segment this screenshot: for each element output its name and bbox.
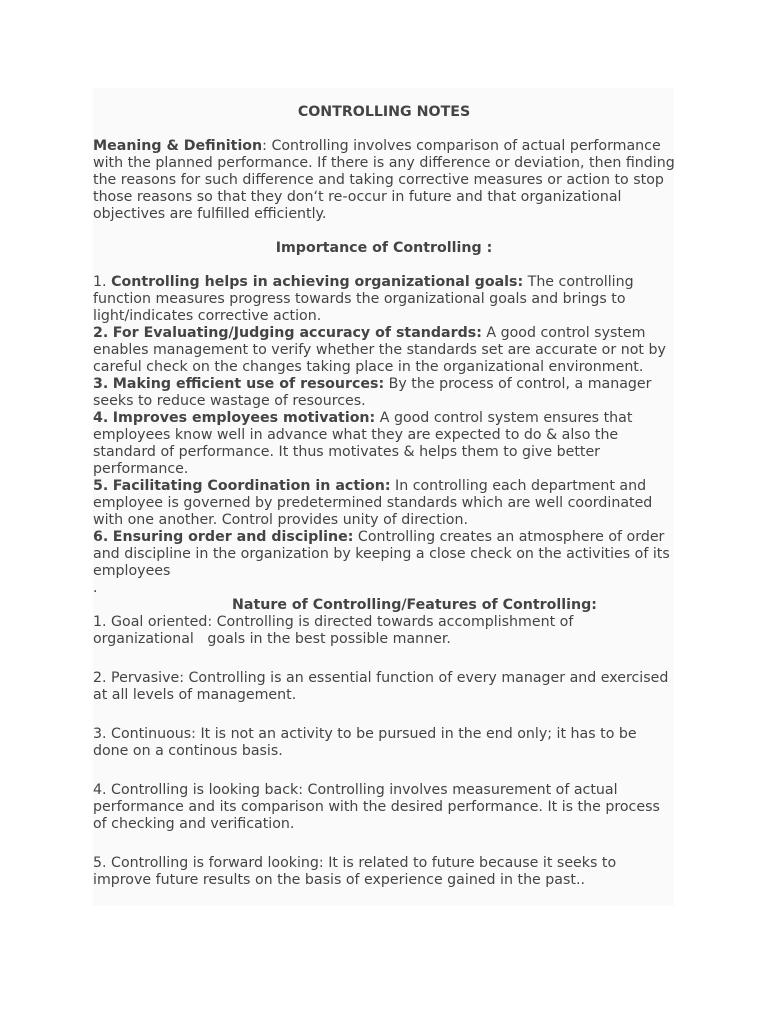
- item-text: Controlling creates an atmosphere of order and discipline in the organization by keeping a close check on the activities of its employees: [93, 529, 670, 579]
- importance-item-1: 1. Controlling helps in achieving organizational goals: The controlling function measures progress towards the organizational goals and brings to light/indicates corrective action.: [93, 274, 634, 324]
- importance-item-5: [93, 478, 675, 529]
- item-heading: Facilitating Coordination in action:: [112, 478, 391, 494]
- item-heading: Controlling helps in achieving organizational goals:: [111, 274, 524, 290]
- document-title: CONTROLLING NOTES: [297, 104, 471, 120]
- item-number: 5.: [93, 478, 109, 494]
- importance-heading: Importance of Controlling :: [275, 240, 493, 256]
- nature-item-5: 5. Controlling is forward looking: It is related to future because it seeks to improve future results on the basis of experience gained in the past..: [93, 855, 617, 888]
- item-heading: Ensuring order and discipline:: [112, 529, 354, 545]
- item-text: By the process of control, a manager seeks to reduce wastage of resources.: [93, 376, 652, 409]
- item-text: A good control system enables management to verify whether the standards set are accurate or not by careful check on the changes taking place in the organizational environment.: [93, 325, 666, 375]
- item-text: In controlling each department and employee is governed by predetermined standards which are well coordinated with one another. Control provides unity of direction.: [93, 478, 653, 528]
- nature-item-2: 2. Pervasive: Controlling is an essential function of every manager and exercised at all levels of management.: [93, 670, 669, 703]
- item-number: 2.: [93, 325, 109, 341]
- item-heading: Making efficient use of resources:: [112, 376, 385, 392]
- item-number: 3.: [93, 376, 109, 392]
- meaning-paragraph: [93, 138, 675, 223]
- meaning-text: : Controlling involves comparison of actual performance with the planned performance. If there is any difference or deviation, then finding the reasons for such difference and taking corrective measures or action to stop those reasons so that they don‘t re-occur in future and that organizational objectives are fulfilled efficiently.: [93, 138, 675, 222]
- importance-item-3: [93, 376, 675, 410]
- item-number: 6.: [93, 529, 109, 545]
- item-heading: For Evaluating/Judging accuracy of standards:: [112, 325, 482, 341]
- importance-item-4: [93, 410, 675, 478]
- meaning-label: Meaning & Definition: [93, 138, 263, 154]
- item-number: 1: [93, 274, 103, 290]
- stray-dot: .: [93, 580, 98, 596]
- item-heading: Improves employees motivation:: [112, 410, 376, 426]
- document-body: [93, 104, 675, 889]
- item-text: A good control system ensures that employees know well in advance what they are expected to do & also the standard of performance. It thus motivates & helps them to give better performance.: [93, 410, 633, 477]
- item-number: 4.: [93, 410, 109, 426]
- item-text: The controlling function measures progress towards the organizational goals and brings to light/indicates corrective action.: [93, 274, 634, 324]
- importance-item-2: [93, 325, 675, 376]
- nature-item-3: 3. Continuous: It is not an activity to be pursued in the end only; it has to be done on a continous basis.: [93, 726, 637, 759]
- nature-item-1: 1. Goal oriented: Controlling is directed towards accomplishment of organizational goals in the best possible manner.: [93, 614, 578, 647]
- importance-item-6: [93, 529, 675, 580]
- nature-item-4: 4. Controlling is looking back: Controlling involves measurement of actual performance and its comparison with the desired performance. It is the process of checking and verification.: [93, 782, 660, 832]
- nature-heading: Nature of Controlling/Features of Controlling:: [232, 597, 597, 613]
